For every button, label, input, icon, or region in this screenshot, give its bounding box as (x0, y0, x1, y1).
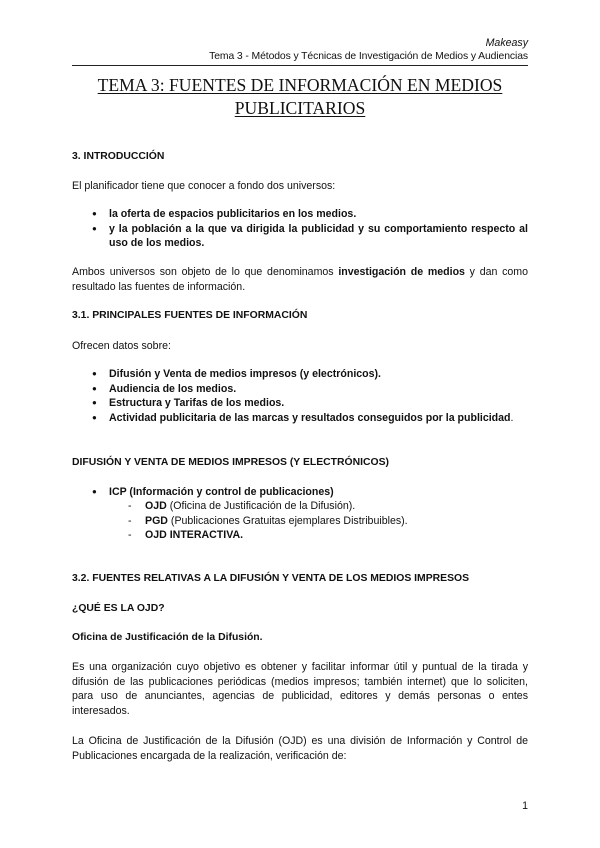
intro-paragraph-start: Ambos universos son objeto de lo que denominamos (72, 266, 339, 278)
question-heading: ¿QUÉ ES LA OJD? (72, 603, 165, 614)
header-divider (72, 65, 528, 66)
list-item: ● y la población a la que va dirigida la publicidad y su comportamiento respecto al uso de los medios. (92, 222, 528, 251)
section-heading-principales: 3.1. PRINCIPALES FUENTES DE INFORMACIÓN (72, 310, 308, 321)
paragraph-ojd-definition: Es una organización cuyo objetivo es obtener y facilitar informar útil y puntual de la tirada y difusión de las publicaciones periódicas (medios impresos; también internet) que lo soliciten, para uso de anunciantes, agencias de publicidad, editores y demás personas o entes interesados. (72, 661, 528, 717)
section-heading-difusion: DIFUSIÓN Y VENTA DE MEDIOS IMPRESOS (Y ELECTRÓNICOS) (72, 457, 389, 468)
item-bold: OJD (145, 500, 167, 512)
intro-paragraph (72, 265, 528, 294)
list-item (128, 499, 528, 514)
list-item: ● Audiencia de los medios. (92, 382, 528, 397)
item-bold: PGD (145, 514, 168, 527)
list-item: ● ICP (Información y control de publicaciones) (92, 485, 528, 500)
list-item-text: Actividad publicitaria de las marcas y resultados conseguidos por la publicidad (109, 411, 511, 424)
page-number: 1 (522, 800, 528, 812)
item-text: (Oficina de Justificación de la Difusión). (166, 500, 356, 512)
section-heading-fuentes: 3.2. FUENTES RELATIVAS A LA DIFUSIÓN Y VENTA DE LOS MEDIOS IMPRESOS (72, 573, 470, 584)
list-item: ● la oferta de espacios publicitarios en los medios. (92, 207, 528, 222)
principales-lead: Ofrecen datos sobre: (72, 340, 171, 352)
intro-paragraph-end: y dan como resultado las fuentes de información. (72, 266, 528, 293)
difusion-bullet-list (92, 485, 528, 500)
list-item: ● Difusión y Venta de medios impresos (y electrónicos). (92, 367, 528, 382)
intro-paragraph-bold: investigación de medios (338, 266, 465, 278)
list-item: ● Estructura y Tarifas de los medios. (92, 396, 528, 411)
header-brand: Makeasy (485, 37, 528, 49)
difusion-sub-list (128, 499, 528, 543)
list-item (128, 528, 528, 543)
list-item (128, 514, 528, 529)
header-subtitle: Tema 3 - Métodos y Técnicas de Investigación de Medios y Audiencias (209, 51, 528, 62)
intro-lead: El planificador tiene que conocer a fondo dos universos: (72, 180, 336, 192)
intro-bullet-list (92, 207, 528, 251)
principales-bullet-list (92, 367, 528, 425)
paragraph-ojd-division: La Oficina de Justificación de la Difusión (OJD) es una división de Información y Control de Publicaciones encargada de la realización, verificación de: (72, 735, 528, 762)
list-item (92, 411, 528, 426)
list-item-suffix: . (510, 411, 514, 424)
section-heading-intro: 3. INTRODUCCIÓN (72, 151, 165, 162)
item-bold: OJD INTERACTIVA. (145, 529, 244, 542)
page-title: TEMA 3: FUENTES DE INFORMACIÓN EN MEDIOS PUBLICITARIOS (97, 75, 503, 118)
subheading-ojd: Oficina de Justificación de la Difusión. (72, 632, 263, 643)
item-text: (Publicaciones Gratuitas ejemplares Distribuibles). (167, 514, 408, 527)
